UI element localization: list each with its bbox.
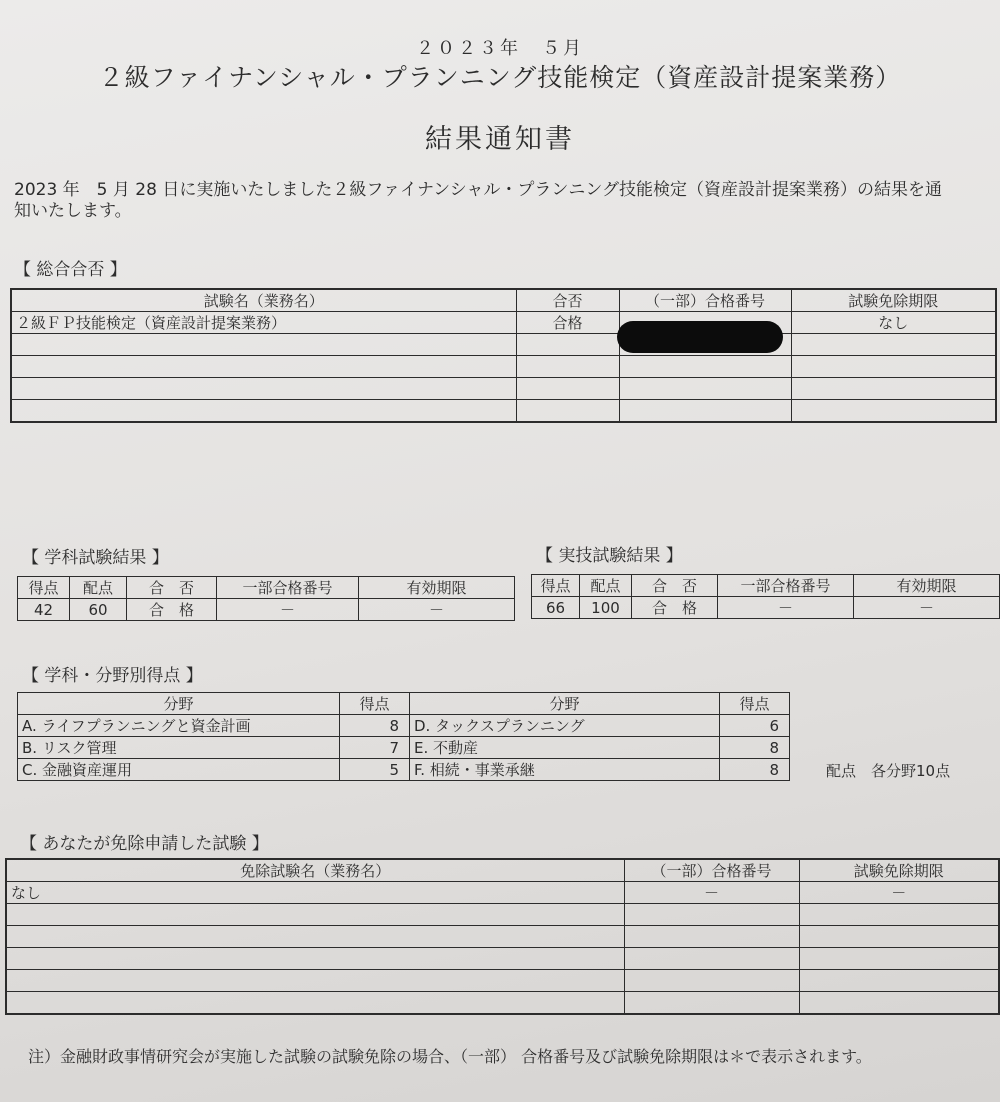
header-partial-pass-number: 一部合格番号 bbox=[718, 575, 854, 597]
field-score-cell: 7 bbox=[340, 737, 410, 759]
header-validity: 有効期限 bbox=[854, 575, 1000, 597]
field-name-cell: F. 相続・事業承継 bbox=[410, 759, 720, 781]
table-row bbox=[18, 759, 790, 781]
partial-pass-number-cell: － bbox=[718, 597, 854, 619]
header-pass-number: （一部）合格番号 bbox=[624, 859, 799, 882]
max-score-cell: 100 bbox=[580, 597, 632, 619]
footnote: 注）金融財政事情研究会が実施した試験の試験免除の場合、（一部） 合格番号及び試験免除期限は＊で表示されます。 bbox=[28, 1047, 872, 1066]
header-exempt-exam-name: 免除試験名（業務名） bbox=[6, 859, 624, 882]
table-row bbox=[6, 970, 999, 992]
field-score-cell: 6 bbox=[720, 715, 790, 737]
exemption-section-label: 【 あなたが免除申請した試験 】 bbox=[20, 834, 269, 854]
field-score-cell: 5 bbox=[340, 759, 410, 781]
field-score-cell: 8 bbox=[720, 759, 790, 781]
table-row bbox=[18, 599, 515, 621]
header-score: 得点 bbox=[18, 577, 70, 599]
table-row bbox=[18, 737, 790, 759]
score-cell: 42 bbox=[18, 599, 70, 621]
table-row bbox=[6, 992, 999, 1014]
table-row bbox=[6, 882, 999, 904]
header-score: 得点 bbox=[720, 693, 790, 715]
field-scores-section-label: 【 学科・分野別得点 】 bbox=[22, 666, 203, 686]
table-row bbox=[11, 312, 996, 334]
table-row bbox=[532, 597, 1000, 619]
exemption-deadline-cell: なし bbox=[791, 312, 996, 334]
written-header-row bbox=[18, 577, 515, 599]
exemption-header-row bbox=[6, 859, 999, 882]
pass-fail-cell: 合 格 bbox=[632, 597, 718, 619]
pass-fail-cell: 合格 bbox=[516, 312, 619, 334]
header-exemption-deadline: 試験免除期限 bbox=[791, 289, 996, 312]
field-name-cell: B. リスク管理 bbox=[18, 737, 340, 759]
field-name-cell: A. ライフプランニングと資金計画 bbox=[18, 715, 340, 737]
header-partial-pass-number: 一部合格番号 bbox=[217, 577, 359, 599]
pass-number-cell: － bbox=[624, 882, 799, 904]
field-score-cell: 8 bbox=[340, 715, 410, 737]
table-row bbox=[11, 356, 996, 378]
table-row bbox=[6, 926, 999, 948]
max-score-cell: 60 bbox=[70, 599, 127, 621]
overall-table bbox=[10, 288, 997, 423]
header-max-score: 配点 bbox=[580, 575, 632, 597]
written-result-table bbox=[17, 576, 515, 621]
exemption-table bbox=[5, 858, 1000, 1015]
header-pass-fail: 合 否 bbox=[632, 575, 718, 597]
header-pass-fail: 合 否 bbox=[127, 577, 217, 599]
header-exam-name: 試験名（業務名） bbox=[11, 289, 516, 312]
table-row bbox=[11, 334, 996, 356]
field-name-cell: D. タックスプランニング bbox=[410, 715, 720, 737]
header-pass-number: （一部）合格番号 bbox=[619, 289, 791, 312]
header-field: 分野 bbox=[18, 693, 340, 715]
field-name-cell: C. 金融資産運用 bbox=[18, 759, 340, 781]
exam-name-cell: ２級ＦＰ技能検定（資産設計提案業務） bbox=[11, 312, 516, 334]
practical-header-row bbox=[532, 575, 1000, 597]
max-score-note: 配点 各分野10点 bbox=[826, 762, 951, 780]
practical-result-table bbox=[531, 574, 1000, 619]
header-pass-fail: 合否 bbox=[516, 289, 619, 312]
header-score: 得点 bbox=[532, 575, 580, 597]
field-name-cell: E. 不動産 bbox=[410, 737, 720, 759]
exam-title: ２級ファイナンシャル・プランニング技能検定（資産設計提案業務） bbox=[98, 63, 902, 92]
header-field: 分野 bbox=[410, 693, 720, 715]
validity-cell: － bbox=[359, 599, 515, 621]
header-score: 得点 bbox=[340, 693, 410, 715]
overall-header-row bbox=[11, 289, 996, 312]
pass-fail-cell: 合 格 bbox=[127, 599, 217, 621]
table-row bbox=[6, 948, 999, 970]
exempt-exam-name-cell: なし bbox=[6, 882, 624, 904]
overall-section-label: 【 総合合否 】 bbox=[14, 260, 127, 280]
table-row bbox=[6, 904, 999, 926]
field-score-cell: 8 bbox=[720, 737, 790, 759]
header-max-score: 配点 bbox=[70, 577, 127, 599]
table-row bbox=[18, 715, 790, 737]
score-cell: 66 bbox=[532, 597, 580, 619]
header-validity: 有効期限 bbox=[359, 577, 515, 599]
table-row bbox=[11, 378, 996, 400]
validity-cell: － bbox=[854, 597, 1000, 619]
written-section-label: 【 学科試験結果 】 bbox=[22, 548, 169, 568]
document-title: 結果通知書 bbox=[425, 124, 575, 155]
field-scores-header-row bbox=[18, 693, 790, 715]
practical-section-label: 【 実技試験結果 】 bbox=[536, 546, 683, 566]
field-scores-table bbox=[17, 692, 790, 781]
exam-year-month: ２０２３年 ５月 bbox=[416, 38, 584, 59]
exemption-deadline-cell: － bbox=[799, 882, 999, 904]
table-row bbox=[11, 400, 996, 422]
header-exemption-deadline: 試験免除期限 bbox=[799, 859, 999, 882]
partial-pass-number-cell: － bbox=[217, 599, 359, 621]
redaction-mark bbox=[617, 321, 783, 353]
intro-text: 2023 年 5 月 28 日に実施いたしました２級ファイナンシャル・プランニング技能検定（資産設計提案業務）の結果を通知いたします。 bbox=[14, 180, 943, 221]
